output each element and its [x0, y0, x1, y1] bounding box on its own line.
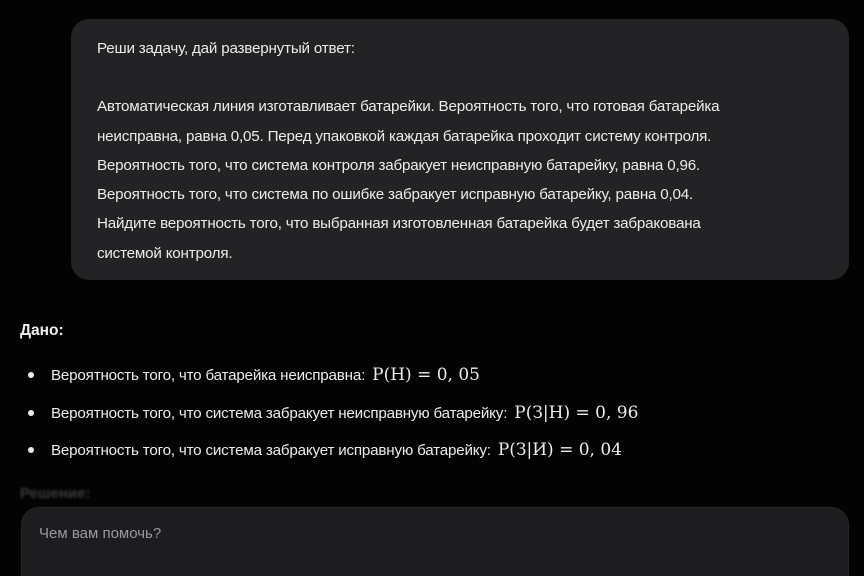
bullet-icon	[28, 372, 34, 378]
message-composer[interactable]	[21, 507, 849, 576]
given-item-formula: P(З|Н) = 0, 96	[514, 402, 639, 423]
user-message-line: Найдите вероятность того, что выбранная изготовленная батарейка будет забракована	[97, 215, 701, 233]
given-item-formula: P(Н) = 0, 05	[372, 365, 480, 385]
given-list-item	[20, 360, 840, 398]
given-item-text: Вероятность того, что система забракует исправную батарейку:	[51, 442, 491, 459]
user-message-line: системой контроля.	[97, 244, 233, 262]
bullet-icon	[28, 410, 34, 416]
given-item-text: Вероятность того, что батарейка неисправна:	[51, 367, 366, 384]
given-item-text: Вероятность того, что система забракует неисправную батарейку:	[51, 404, 508, 422]
message-input[interactable]	[39, 525, 819, 542]
assistant-answer	[20, 316, 840, 473]
user-message-line: Вероятность того, что система по ошибке забракует исправную батарейку, равна 0,04.	[97, 186, 694, 204]
bullet-icon	[28, 447, 34, 453]
answer-heading-given: Дано:	[20, 322, 64, 339]
given-item-formula: P(З|И) = 0, 04	[497, 440, 622, 460]
given-list	[20, 360, 840, 473]
user-message-line: неисправна, равна 0,05. Перед упаковкой каждая батарейка проходит систему контроля.	[97, 127, 712, 145]
given-list-item	[20, 435, 840, 473]
user-message-line: Автоматическая линия изготавливает батарейки. Вероятность того, что готовая батарейка	[97, 98, 720, 116]
given-list-item	[20, 398, 840, 436]
user-message-bubble	[71, 19, 849, 280]
user-message-intro: Реши задачу, дай развернутый ответ:	[97, 40, 355, 57]
user-message-line: Вероятность того, что система контроля забракует неисправную батарейку, равна 0,96.	[97, 156, 700, 174]
answer-heading-solution-faded: Решение:	[20, 485, 91, 502]
